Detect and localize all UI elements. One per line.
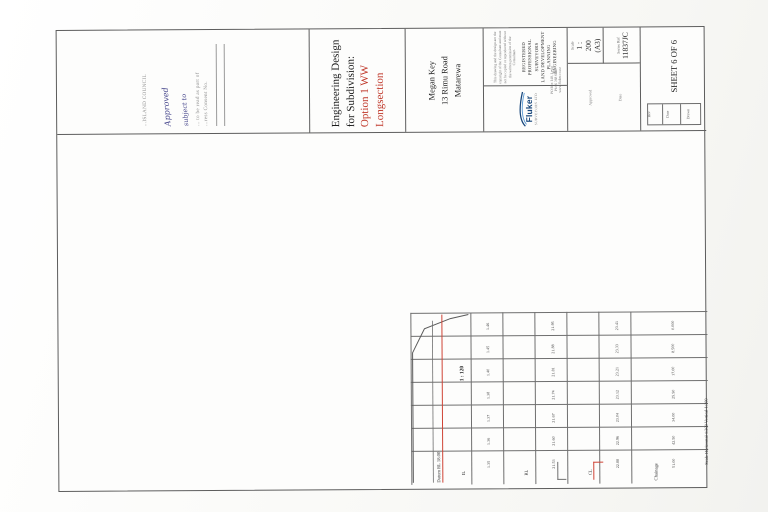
- logo-swoosh-icon: [514, 90, 523, 128]
- date-label: Date: [617, 93, 623, 102]
- table-line: [630, 311, 632, 483]
- row-label-chainage: Chainage: [653, 463, 659, 481]
- council-approval-cell: [57, 29, 310, 134]
- sheet-number: SHEET 6 OF 6: [668, 40, 679, 93]
- longsection-chart: [410, 311, 708, 485]
- council-hand-sub: subject to: [179, 93, 191, 126]
- council-line-2: ...ress Consent No.: [202, 80, 210, 126]
- consultant-line-2: LAND DEVELOPMENT PLANNING: [539, 30, 552, 83]
- cell-depth: 1.36: [486, 437, 491, 445]
- series-box: [604, 27, 641, 63]
- council-line-1: ... to be read as part of: [194, 71, 201, 126]
- revision-col-rev: Rev: [647, 111, 652, 118]
- cell-il: 21.88: [551, 344, 556, 354]
- cell-il: 21.95: [551, 321, 556, 331]
- project-title-cell: [309, 29, 406, 133]
- cell-depth: 1.45: [486, 345, 491, 353]
- cell-depth: 1.46: [486, 322, 491, 330]
- row-label-il: RL: [523, 469, 529, 476]
- revision-table: [647, 103, 701, 125]
- cell-chainage: 0.000: [671, 320, 676, 330]
- manhole-tick: [557, 462, 558, 480]
- project-title-line-3: Option 1 WW: [358, 64, 371, 127]
- cell-depth: 1.38: [486, 391, 491, 399]
- cell-chainage: 8.500: [671, 343, 676, 353]
- table-line: [502, 312, 504, 484]
- grade-label: 1 : 120: [459, 365, 466, 382]
- cell-depth: 1.35: [486, 460, 491, 468]
- council-date-rule: [224, 43, 226, 125]
- table-line: [598, 312, 600, 484]
- cell-rl: 22.96: [615, 435, 620, 446]
- cell-rl: 23.21: [615, 366, 620, 377]
- pipe-invert-marker: [593, 462, 603, 463]
- cell-il: 21.67: [551, 413, 556, 423]
- drawing-area: [57, 131, 708, 492]
- consultant-logo-name: Fluker: [524, 95, 535, 123]
- series-label: Series Ref: [615, 37, 621, 54]
- row-label-depth: IL: [460, 470, 466, 476]
- cell-chainage: 25.50: [671, 389, 676, 399]
- table-line: [534, 312, 536, 484]
- council-hand-note: Approved: [160, 86, 173, 127]
- cell-il: 21.81: [551, 367, 556, 377]
- council-signature-rule: [216, 44, 218, 126]
- cell-chainage: 34.00: [671, 412, 676, 422]
- consultant-contact-mid: Ph 06 368 6883: [553, 68, 558, 91]
- scale-box: [568, 28, 604, 64]
- client-name: Megan Key: [426, 60, 437, 100]
- cell-depth: 1.40: [486, 368, 491, 376]
- consultant-contact-left: PO Box 148, Levin: [549, 65, 554, 94]
- cell-chainage: 42.50: [671, 435, 676, 445]
- consultant-line-1: REGISTERED PROFESSIONAL SURVEYORS: [521, 38, 539, 75]
- consultant-disclaimer: This drawing and the design are the copyright of the Consultant and must not be copied or reproduced without the written permission of the Consultant.: [492, 30, 517, 84]
- consultant-cell: [483, 28, 568, 132]
- series-value: 11837JC: [620, 32, 630, 59]
- row-label-datum: Datum RL 18.00: [436, 451, 442, 483]
- cell-chainage: 51.00: [671, 458, 676, 468]
- drawing-sheet: [56, 26, 708, 492]
- revision-col-date: Date: [665, 110, 670, 118]
- cell-rl: 22.88: [615, 458, 620, 469]
- consultant-contact-right: www.fluker.co.nz: [557, 66, 562, 93]
- scale-value: 1 : 200 (A3): [574, 38, 602, 53]
- row-label-rl: CL: [587, 469, 593, 476]
- cell-depth: 1.37: [486, 414, 491, 422]
- cell-chainage: 17.00: [671, 366, 676, 376]
- title-block: [57, 27, 707, 135]
- scale-note: Scale Horizontal 1:200 Vertical 1:100: [703, 398, 709, 465]
- client-suburb: Matarewa: [452, 63, 463, 97]
- cell-il: 21.74: [551, 390, 556, 400]
- client-address: 13 Rimu Road: [439, 55, 450, 105]
- scale-label: Scale: [569, 41, 575, 51]
- approval-fields-box: [568, 63, 640, 130]
- pipe-invert-marker: [593, 462, 594, 480]
- cell-rl: 23.33: [615, 343, 620, 354]
- consultant-line-3: ENGINEERING: [552, 39, 558, 74]
- manhole-tick: [557, 479, 566, 480]
- cell-rl: 23.04: [615, 412, 620, 423]
- cell-rl: 23.12: [615, 389, 620, 400]
- cell-il: 21.53: [551, 459, 556, 469]
- scale-series-cell: [567, 27, 641, 130]
- cell-rl: 23.41: [615, 320, 620, 331]
- project-title-line-1: Engineering Design: [329, 39, 342, 127]
- client-cell: [405, 28, 484, 131]
- consultant-logo-sub: SURVEYORS LTD: [533, 92, 539, 126]
- table-line: [566, 312, 568, 484]
- project-title-line-2: for Subdivision:: [343, 55, 357, 127]
- council-heading: ...ISLAND COUNCIL: [141, 73, 148, 126]
- revision-col-drawn: Drawn: [686, 108, 691, 120]
- project-title-line-4: Longsection: [372, 72, 386, 127]
- sheet-number-cell: [640, 27, 707, 130]
- cell-il: 21.60: [551, 436, 556, 446]
- approved-label: Approved: [587, 89, 593, 106]
